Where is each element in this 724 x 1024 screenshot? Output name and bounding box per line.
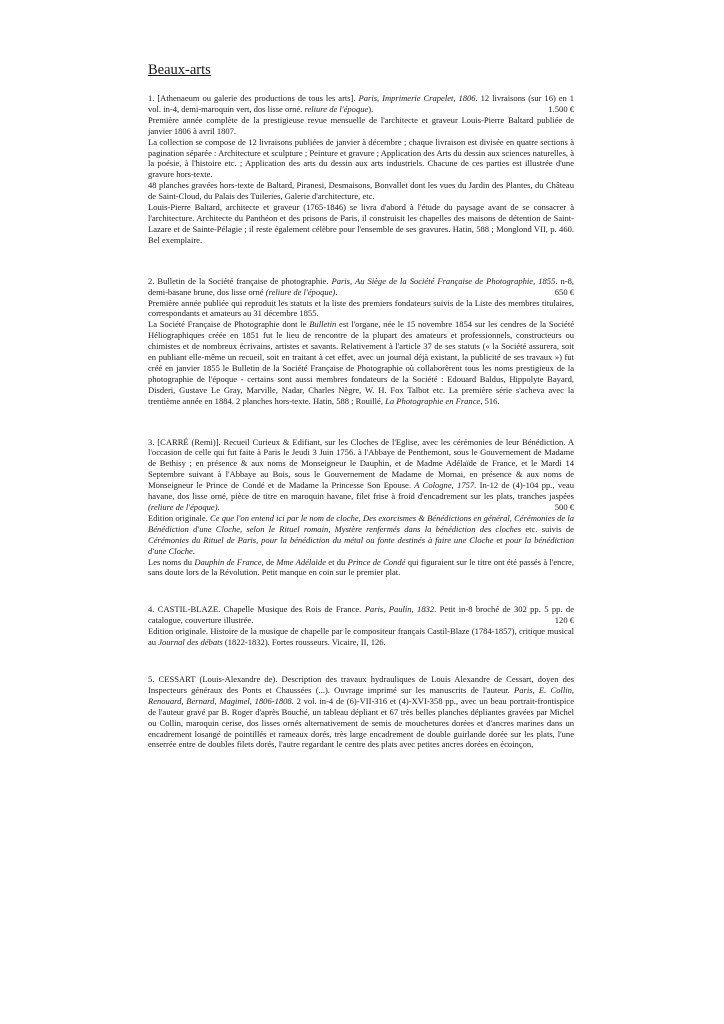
catalogue-entry-4	[148, 604, 574, 648]
entry-3-para-2	[148, 557, 574, 579]
entry-2-para-1: Première année publiée qui reproduit les statuts et la liste des premiers fondateurs suivis de la Liste des membres titulaires, correspondants et amateurs au 31 décembre 1855.	[148, 297, 574, 319]
entry-5-imprint: Paris, E. Collin, Renouard, Bernard, Magimel, 1806-1808	[148, 684, 575, 706]
entry-2-para-2	[148, 319, 574, 406]
entry-1-description	[148, 93, 574, 115]
entry-4-italic: Journal des débats	[158, 637, 223, 648]
entry-3-italic: pour la bénédiction d'une Cloche	[148, 534, 574, 556]
entry-2-italic: Bulletin	[309, 319, 337, 330]
entry-3-price: 500 €	[554, 502, 574, 512]
entry-2-binding-note: (reliure de l'époque)	[265, 286, 336, 297]
entry-5-collation: . 2 vol. in-4 de (6)-VII-316 et (4)-XVI-358 pp., avec un beau portrait-frontispice de l'auteur gravé par B. Roger d'après Bouché, un tableau dépliant et 67 très belles planches dépliantes gravées par Michel ou Collin, maroquin cerise, dos lisses ornés alternativement de semis de mouchetures dorées et d'ancres marines dans un encadrement losangé de pointillés et rameaux dorés, très large encadrement de double guirlande dorée sur les plats, l'une enserrée entre de doubles filets dorés, l'autre regardant le centre des plats avec petites ancres dorées en écoinçon,	[148, 695, 574, 750]
entry-3-text: , de	[261, 556, 277, 567]
entry-3-italic: Ce que l'on entend ici par le nom de cloche	[210, 512, 359, 523]
catalogue-entry-1	[148, 93, 574, 246]
entry-1-para-1: Première année complète de la prestigieuse revue mensuelle de l'architecte et graveur Louis-Pierre Baltard publiée de janvier 1806 à avril 1807.	[148, 114, 574, 136]
catalogue-page	[148, 62, 574, 750]
entry-2-collation: . n-8, demi-basane brune, dos lisse orné	[148, 275, 574, 297]
entry-3-text: et	[493, 534, 506, 545]
entry-4-description	[148, 604, 574, 626]
entry-3-italic: Cérémonies du Rituel de Paris, pour la bénédiction du métal ou fonte destinés à faire une Cloche	[148, 534, 494, 545]
entry-3-italic: Cérémonies de la Bénédiction d'une Cloche, selon le Rituel romain	[148, 512, 574, 534]
entry-3-italic: Mme Adélaïde	[276, 556, 326, 567]
entry-5-description	[148, 674, 574, 750]
entry-2-price: 650 €	[554, 286, 574, 297]
entry-3-italic: Mystère renfermés dans la bénédiction des cloches	[334, 523, 522, 534]
entry-4-title: 4. CASTIL-BLAZE. Chapelle Musique des Rois de France.	[148, 604, 365, 615]
entry-1-punct: ).	[368, 103, 374, 114]
entry-1-para-4: Louis-Pierre Baltard, architecte et graveur (1765-1846) se livra d'abord à l'étude du paysage avant de se consacrer à l'architecture. Architecte du Panthéon et des prisons de Paris, il construisit les chapelles des maisons de détention de Saint-Lazare et de Sainte-Pélagie ; il reste également célèbre pour l'ensemble de ses gravures. Hatin, 588 ; Monglond VII, p. 460. Bel exemplaire.	[148, 202, 574, 245]
entry-3-punct: .	[217, 502, 220, 512]
entry-5-title: 5. CESSART (Louis-Alexandre de). Description des travaux hydrauliques de Louis Alexandre de Cessart, doyen des Inspecteurs généraux des Ponts et Chaussées (...). Ouvrage imprimé sur les manuscrits de l'auteur.	[148, 673, 574, 695]
entry-2-description	[148, 276, 574, 298]
entry-2-punct: .	[335, 286, 338, 297]
entry-2-title: 2. Bulletin de la Société française de photographie.	[148, 275, 332, 286]
entry-4-para-1	[148, 626, 574, 648]
entry-3-text: ,	[358, 512, 363, 523]
entry-2-text: La Société Française de Photographie dont le	[148, 319, 310, 330]
entry-3-text: et du	[326, 556, 348, 567]
entry-3-collation: . In-12 de (4)-104 pp., veau havane, dos lisse orné, pièce de titre en maroquin havane, filet frise à froid d'encadrement sur les plats, tranches jaspées	[148, 480, 574, 502]
entry-4-text: (1822-1832). Fortes rousseurs. Vicaire, II, 126.	[222, 637, 386, 648]
entry-3-text: qui figuraient sur le titre ont été passés à l'encre, sans doute lors de la Révolution. Petit manque en coin sur le premier plat.	[148, 556, 574, 578]
entry-4-collation: . Petit in-8 broché de 302 pp. 5 pp. de catalogue, couverture illustrée.	[148, 604, 575, 626]
catalogue-entry-2	[148, 276, 574, 407]
entry-3-description	[148, 437, 574, 513]
entry-3-text: etc. suivis de	[521, 523, 574, 534]
entry-1-binding-note: reliure de l'époque	[304, 103, 369, 114]
catalogue-entry-5	[148, 674, 574, 750]
entry-4-imprint: Paris, Paulin, 1832	[364, 604, 435, 615]
entry-2-italic: La Photographie en France	[385, 395, 481, 406]
entry-2-text: est l'organe, née le 15 novembre 1854 sur les cendres de la Société Héliographiques créée en 1851 fut le lieu de rencontre de la plupart des amateurs et professionnels, constructeurs ou chimistes et de nombreux écrivains, artistes et savants. Relativement à l'article 37 de ses statuts (« la Société assurera, soit en publiant elle-même un recueil, soit en traitant à cet effet, avec un journal déjà existant, la publicité de ses travaux ») fut créé en janvier 1855 le Bulletin de la Société Française de Photographie où collaborèrent tous les noms prestigieux de la photographie de l'époque - certains sont aussi membres fondateurs de la Société : Edouard Baldus, Hippolyte Bayard, Disderi, Gustave Le Gray, Marville, Nadar, Charles Nègre, W. H. Fox Talbot etc. La première série s'acheva avec la trentième année en 1884. 2 planches hors-texte. Hatin, 588 ; Rouillé,	[148, 319, 574, 406]
entry-3-text: .	[192, 545, 195, 556]
entry-3-binding-note: (reliure de l'époque)	[148, 502, 218, 512]
entry-3-italic: Des exorcismes & Bénédictions en général	[362, 512, 510, 523]
entry-3-text: Les noms du	[148, 556, 195, 567]
entry-3-imprint: A Cologne, 1757	[414, 480, 475, 491]
entry-1-title: 1. [Athenaeum ou galerie des productions de tous les arts].	[148, 93, 359, 103]
section-heading: Beaux-arts	[148, 62, 211, 78]
entry-4-price: 120 €	[554, 615, 574, 626]
entry-1-para-3: 48 planches gravées hors-texte de Baltard, Piranesi, Desmaisons, Bonvallet dont les vues du Jardin des Plantes, du Château de Saint-Cloud, du Palais des Tuileries, Galerie d'architecture, etc.	[148, 180, 574, 202]
entry-3-text: ,	[509, 512, 515, 523]
entry-1-imprint: Paris, Imprimerie Crapelet, 1806	[358, 93, 476, 103]
entry-2-text: , 516.	[480, 395, 500, 406]
entry-3-para-1	[148, 513, 574, 557]
entry-3-italic: Dauphin de France	[194, 556, 262, 567]
entry-4-text: Edition originale. Histoire de la musique de chapelle par le compositeur français Castil-Blaze (1784-1857), critique musical au	[148, 626, 574, 648]
entry-1-collation: . 12 livraisons (sur 16) en 1 vol. in-4, demi-maroquin vert, dos lisse orné.	[148, 93, 575, 114]
entry-3-title: 3. [CARRÉ (Remi)]. Recueil Curieux & Edifiant, sur les Cloches de l'Eglise, avec les cérémonies de leur Bénédiction. A l'occasion de celle qui fut faite à Paris le Jeudi 3 Juin 1756. à l'Abbaye de Penthemont, sous le Gouvernement de Madame de Bethisy ; en présence & aux noms de Monseigneur le Dauphin, et de Madme Adélaïde de France, et le Mardi 14 Septembre suivant à l'Abbaye au Bois, sous le Gouvernement de Madame de Mornai, en présence & aux noms de Monseigneur le Prince de Condé et de Madame la Princesse Son Epouse.	[148, 436, 574, 491]
entry-1-price: 1.500 €	[548, 103, 574, 114]
entry-3-text: Edition originale.	[148, 512, 211, 523]
entry-2-imprint: Paris, Au Siège de la Société Française de Photographie, 1855	[331, 275, 556, 286]
entry-3-italic: Prince de Condé	[347, 556, 406, 567]
catalogue-entry-3	[148, 437, 574, 579]
entry-1-para-2: La collection se compose de 12 livraisons publiées de janvier à décembre ; chaque livraison est divisée en quatre sections à pagination séparée : Architecture et sculpture ; Peinture et gravure ; Application des Arts du dessin aux sciences naturelles, à la poésie, à l'histoire etc. ; Application des arts du dessin aux arts industriels. Chacune de ces parties est illustrée d'une gravure hors-texte.	[148, 136, 574, 180]
entry-3-text: ,	[328, 523, 335, 534]
